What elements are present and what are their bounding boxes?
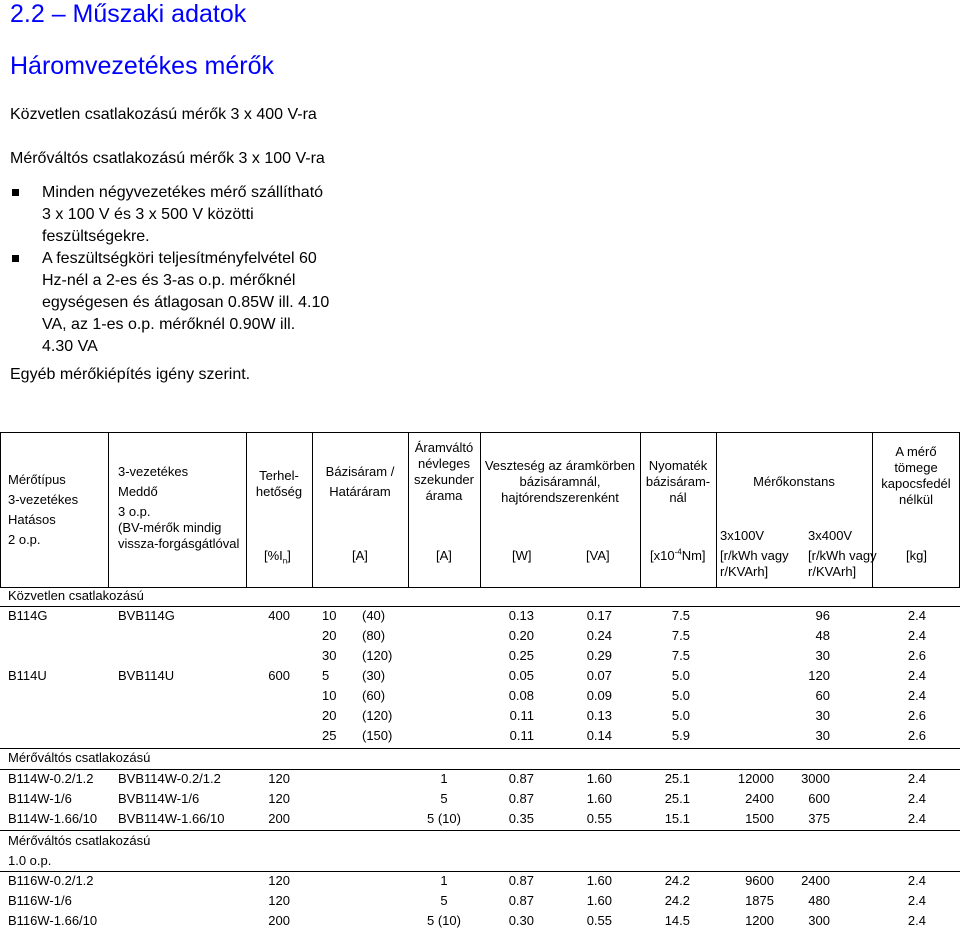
paragraph-direct: Közvetlen csatlakozású mérők 3 x 400 V-ra (10, 106, 317, 123)
cell-reactive-type: BVB114W-0.2/1.2 (118, 771, 221, 786)
header-reactive-type: 3-vezetékes Meddő 3 o.p. (BV-mérők mindig vissza-forgásgátlóval (118, 464, 240, 551)
bullet-item (10, 182, 330, 248)
cell-loss-w: 0.11 (509, 728, 534, 743)
cell-base-current: 5 (322, 668, 330, 683)
cell-loss-w: 0.87 (508, 771, 534, 786)
bullet-text: Minden négyvezetékes mérő szállítható 3 x 100 V és 3 x 500 V közötti feszültségekre. (42, 184, 324, 245)
cell-torque: 7.5 (671, 608, 690, 623)
cell-base-current: 20 (322, 628, 337, 643)
cell-constant-400v: 30 (815, 728, 830, 743)
cell-torque: 5.0 (671, 708, 690, 723)
cell-torque: 25.1 (664, 771, 690, 786)
cell-constant-400v: 48 (815, 628, 830, 643)
cell-loss-va: 0.24 (586, 628, 612, 643)
paragraph-transformer: Mérőváltós csatlakozású mérők 3 x 100 V-ra (10, 150, 325, 167)
cell-loss-va: 1.60 (586, 873, 612, 888)
cell-mass: 2.6 (907, 728, 926, 743)
cell-constant-100v: 1500 (745, 811, 774, 826)
header-constant-100v: 3x100V [r/kWh vagy r/KVArh] (720, 528, 789, 579)
cell-mass: 2.4 (907, 873, 926, 888)
column-divider (716, 432, 717, 587)
unit-mass: [kg] (906, 548, 927, 563)
cell-torque: 5.0 (671, 688, 690, 703)
cell-type: B114W-1/6 (8, 791, 72, 806)
cell-mass: 2.4 (907, 688, 926, 703)
cell-mass: 2.4 (907, 608, 926, 623)
cell-constant-400v: 375 (808, 811, 830, 826)
cell-loss-w: 0.05 (508, 668, 534, 683)
header-load: Terhel- hetőség (255, 468, 303, 499)
header-base-current: Bázisáram / Határáram (325, 464, 395, 499)
cell-load: 120 (268, 791, 290, 806)
cell-reactive-type: BVB114W-1/6 (118, 791, 200, 806)
square-bullet-icon (12, 255, 19, 262)
cell-loss-va: 0.55 (586, 811, 612, 826)
cell-constant-400v: 3000 (801, 771, 830, 786)
cell-constant-400v: 480 (808, 893, 830, 908)
cell-constant-100v: 1200 (745, 913, 774, 928)
cell-ct-current: 5 (440, 893, 448, 908)
cell-reactive-type: BVB114W-1.66/10 (118, 811, 225, 826)
cell-constant-400v: 600 (808, 791, 830, 806)
cell-mass: 2.4 (907, 668, 926, 683)
cell-constant-100v: 2400 (745, 791, 774, 806)
section-label-class: 1.0 o.p. (8, 853, 52, 868)
cell-loss-w: 0.25 (508, 648, 534, 663)
cell-loss-va: 0.55 (586, 913, 612, 928)
section-title: 2.2 – Műszaki adatok (10, 0, 247, 28)
cell-type: B116W-1.66/10 (8, 913, 98, 928)
column-divider (640, 432, 641, 587)
unit-va: [VA] (586, 548, 610, 563)
section-divider (0, 606, 960, 607)
header-meter-constant: Mérőkonstans (753, 474, 835, 489)
cell-mass: 2.4 (907, 893, 926, 908)
cell-reactive-type: BVB114U (118, 668, 175, 683)
extra-note: Egyéb mérőkiépítés igény szerint. (10, 366, 251, 383)
cell-base-current: 30 (322, 648, 337, 663)
cell-type: B116W-0.2/1.2 (8, 873, 94, 888)
cell-load: 200 (268, 913, 290, 928)
cell-torque: 7.5 (671, 648, 690, 663)
cell-constant-400v: 30 (815, 708, 830, 723)
cell-torque: 15.1 (664, 811, 690, 826)
header-constant-400v: 3x400V [r/kWh vagy r/KVArh] (808, 528, 877, 579)
section-divider (0, 769, 960, 770)
cell-loss-va: 1.60 (586, 791, 612, 806)
cell-base-current: 10 (322, 608, 337, 623)
cell-constant-400v: 2400 (801, 873, 830, 888)
section-label-transformer: Mérőváltós csatlakozású (8, 750, 151, 765)
cell-loss-va: 0.14 (586, 728, 612, 743)
square-bullet-icon (12, 189, 19, 196)
cell-max-current: (30) (362, 668, 386, 683)
cell-type: B114G (8, 608, 48, 623)
cell-load: 200 (268, 811, 290, 826)
cell-ct-current: 1 (440, 771, 448, 786)
cell-load: 120 (268, 873, 290, 888)
cell-loss-w: 0.87 (508, 791, 534, 806)
cell-max-current: (80) (362, 628, 386, 643)
cell-loss-w: 0.30 (508, 913, 534, 928)
section-divider (0, 830, 960, 831)
cell-loss-va: 1.60 (586, 893, 612, 908)
section-label-direct: Közvetlen csatlakozású (8, 588, 144, 603)
cell-mass: 2.4 (907, 628, 926, 643)
cell-constant-100v: 12000 (737, 771, 774, 786)
cell-base-current: 20 (322, 708, 337, 723)
table-border-left (0, 432, 1, 587)
header-mass: A mérő tömege kapocsfedél nélkül (881, 444, 951, 507)
unit-current: [A] (352, 548, 368, 563)
unit-load: $[\%I_n]$ (264, 548, 291, 566)
cell-ct-current: 5 (10) (427, 811, 461, 826)
cell-constant-400v: 96 (815, 608, 830, 623)
cell-ct-current: 5 (440, 791, 448, 806)
cell-type: B114U (8, 668, 47, 683)
column-divider (408, 432, 409, 587)
column-divider (480, 432, 481, 587)
header-torque: Nyomaték bázisáram- nál (645, 458, 711, 505)
page-subtitle: Háromvezetékes mérők (10, 52, 274, 80)
unit-torque: $[x10^{-4}Nm]$ (650, 547, 706, 563)
cell-max-current: (120) (362, 708, 393, 723)
bullet-item (10, 248, 330, 358)
column-divider (312, 432, 313, 587)
bullet-text: A feszültségköri teljesítményfelvétel 60 Hz-nél a 2-es és 3-as o.p. mérőknél egységesen és átlagosan 0.85W ill. 4.10 VA, az 1-es o.p. mérőknél 0.90W ill. 4.30 VA (42, 250, 330, 355)
cell-mass: 2.4 (907, 811, 926, 826)
cell-mass: 2.4 (907, 791, 926, 806)
header-ct-current: Áramváltó névleges szekunder árama (414, 440, 474, 503)
cell-loss-w: 0.87 (508, 893, 534, 908)
cell-mass: 2.6 (907, 708, 926, 723)
cell-torque: 24.2 (664, 893, 690, 908)
unit-ct: [A] (436, 548, 452, 563)
cell-max-current: (60) (362, 688, 386, 703)
cell-mass: 2.4 (907, 913, 926, 928)
cell-constant-400v: 30 (815, 648, 830, 663)
cell-torque: 7.5 (671, 628, 690, 643)
cell-loss-va: 0.17 (586, 608, 612, 623)
cell-mass: 2.6 (907, 648, 926, 663)
cell-type: B114W-1.66/10 (8, 811, 98, 826)
cell-loss-va: 0.09 (586, 688, 612, 703)
cell-torque: 5.9 (671, 728, 690, 743)
cell-max-current: (40) (362, 608, 386, 623)
column-divider (108, 432, 109, 587)
table-top-border (0, 432, 960, 433)
cell-loss-w: 0.13 (508, 608, 534, 623)
cell-constant-100v: 9600 (745, 873, 774, 888)
cell-load: 400 (268, 608, 290, 623)
cell-type: B114W-0.2/1.2 (8, 771, 94, 786)
cell-load: 120 (268, 771, 290, 786)
section-divider (0, 748, 960, 749)
cell-ct-current: 5 (10) (427, 913, 461, 928)
cell-constant-400v: 300 (808, 913, 830, 928)
cell-loss-w: 0.20 (508, 628, 534, 643)
header-loss: Veszteség az áramkörben bázisáramnál, hajtórendszerenként (484, 458, 636, 505)
unit-watt: [W] (512, 548, 532, 563)
cell-torque: 24.2 (664, 873, 690, 888)
cell-loss-va: 0.29 (586, 648, 612, 663)
cell-constant-400v: 120 (808, 668, 830, 683)
cell-load: 120 (268, 893, 290, 908)
cell-type: B116W-1/6 (8, 893, 72, 908)
cell-reactive-type: BVB114G (118, 608, 175, 623)
cell-constant-400v: 60 (815, 688, 830, 703)
cell-torque: 14.5 (664, 913, 690, 928)
cell-torque: 5.0 (671, 668, 690, 683)
cell-loss-va: 0.13 (586, 708, 612, 723)
cell-loss-w: 0.08 (508, 688, 534, 703)
cell-load: 600 (268, 668, 290, 683)
cell-base-current: 10 (322, 688, 337, 703)
cell-ct-current: 1 (440, 873, 448, 888)
cell-loss-w: 0.35 (508, 811, 534, 826)
bullet-list (10, 182, 330, 358)
section-divider (0, 871, 960, 872)
cell-torque: 25.1 (664, 791, 690, 806)
cell-base-current: 25 (322, 728, 337, 743)
cell-loss-va: 1.60 (586, 771, 612, 786)
spec-table (0, 432, 960, 936)
cell-loss-va: 0.07 (586, 668, 612, 683)
header-meter-type: Mérőtípus 3-vezetékes Hatásos 2 o.p. (8, 472, 79, 547)
section-label-transformer-2: Mérőváltós csatlakozású (8, 833, 151, 848)
cell-loss-w: 0.87 (508, 873, 534, 888)
cell-max-current: (120) (362, 648, 393, 663)
cell-constant-100v: 1875 (745, 893, 774, 908)
cell-loss-w: 0.11 (509, 708, 534, 723)
column-divider (246, 432, 247, 587)
cell-max-current: (150) (362, 728, 393, 743)
cell-mass: 2.4 (907, 771, 926, 786)
header-bottom-border (0, 587, 960, 588)
